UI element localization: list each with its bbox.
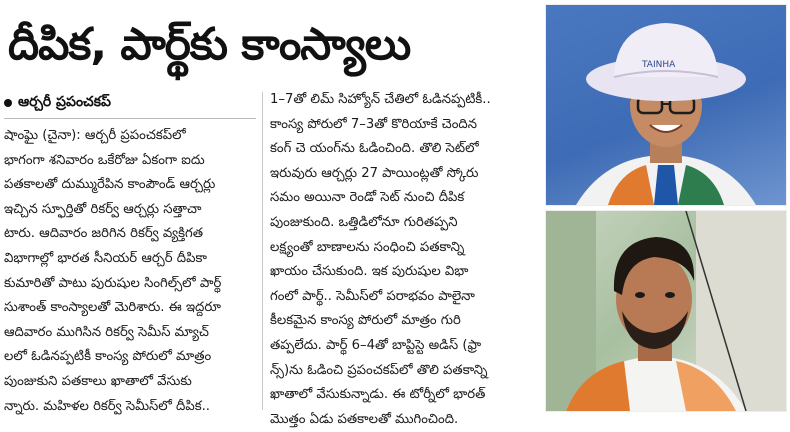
article-line: కుమారితో పాటు పురుషుల సింగిల్స్‌లో పార్థ్: [4, 275, 222, 291]
article-column-1: [4, 124, 256, 419]
article-line: ఖాయం చేసుకుంది. ఇక పురుషుల విభా: [270, 264, 469, 280]
photo-deepika: [545, 4, 787, 206]
article-line: న్స్)ను ఓడించి ప్రపంచకప్‌లో తొలి పతకాన్ని: [270, 362, 488, 378]
article-line: 1–7తో లిమ్ సిహ్యోన్ చేతిలో ఓడినప్పటికీ..: [270, 92, 491, 107]
photo-parth: [545, 210, 787, 412]
article-line: లలో ఓడినప్పటికీ కాంస్య పోరులో మాత్రం: [4, 349, 212, 365]
article-line: కంగ్ చె యంగ్‌ను ఓడించింది. తొలి సెట్‌లో: [270, 141, 479, 157]
article-line: తప్పలేదు. పార్థ్ 6–4తో బాప్టిస్టె అడిస్ (ఫ్రా: [270, 337, 482, 353]
article-line: ఇరువురు ఆర్చర్లు 27 పాయింట్లతో స్కోరు: [270, 165, 479, 181]
article-line: గంలో పార్థ్.. సెమీస్‌లో పరాభవం పాలైనా: [270, 288, 475, 304]
hat-text: TAINHA: [642, 60, 676, 70]
article-line: మొత్తం ఏడు పతకాలతో ముగించింది.: [270, 411, 459, 427]
article-line: ఖాతాలో వేసుకున్నాడు. ఈ టోర్నీలో భారత్: [270, 387, 486, 403]
article-line: పతకాలతో దుమ్మురేపిన కాంపౌండ్ ఆర్చర్లు: [4, 177, 216, 193]
article-line: షాంఘై (చైనా): ఆర్చరీ ప్రపంచకప్‌లో: [4, 128, 186, 143]
kicker-label: ఆర్చరీ ప్రపంచకప్: [18, 93, 111, 110]
article-line: పుంజుకుని పతకాలు ఖాతాలో వేసుకు: [4, 373, 192, 389]
column-divider: [262, 92, 263, 410]
headline: దీపిక, పార్థ్‌కు కాంస్యాలు: [8, 19, 411, 70]
article-line: కీలకమైన కాంస్య పోరులో మాత్రం గురి: [270, 313, 461, 329]
kicker: [4, 92, 111, 114]
article-line: ఇచ్చిన స్ఫూర్తితో రికర్వ్ ఆర్చర్లు సత్తాచా: [4, 201, 202, 217]
deepika-illustration: [546, 5, 786, 205]
article-line: సుశాంత్ కాంస్యాలతో మెరిశారు. ఈ ఇద్దరూ: [4, 300, 221, 316]
article-line: టారు. ఆదివారం జరిగిన రికర్వ్ వ్యక్తిగత: [4, 226, 203, 242]
article-line: లక్ష్యంతో బాణాలను సంధించి పతకాన్ని: [270, 239, 465, 255]
bullet-icon: [4, 99, 12, 107]
article-line: ఆదివారం ముగిసిన రికర్వ్ సెమీస్ మ్యాచ్: [4, 324, 209, 340]
article-line: న్నారు. మహిళల రికర్వ్ సెమీస్‌లో దీపిక..: [4, 398, 211, 414]
article-line: కాంస్య పోరులో 7–3తో కొరియాకే చెందిన: [270, 116, 477, 132]
article-line: భాగంగా శనివారం ఒకేరోజు ఏకంగా ఐదు: [4, 152, 205, 168]
parth-illustration: [546, 211, 786, 411]
article-line: సమం అయినా రెండో సెట్ నుంచి దీపిక: [270, 190, 465, 206]
article-line: విభాగాల్లో భారత సీనియర్ ఆర్చర్ దీపికా: [4, 250, 207, 266]
article-line: పుంజుకుంది. ఒత్తిడిలోనూ గురితప్పని: [270, 214, 458, 230]
article-column-2: [270, 88, 536, 432]
kicker-rule: [4, 118, 256, 119]
